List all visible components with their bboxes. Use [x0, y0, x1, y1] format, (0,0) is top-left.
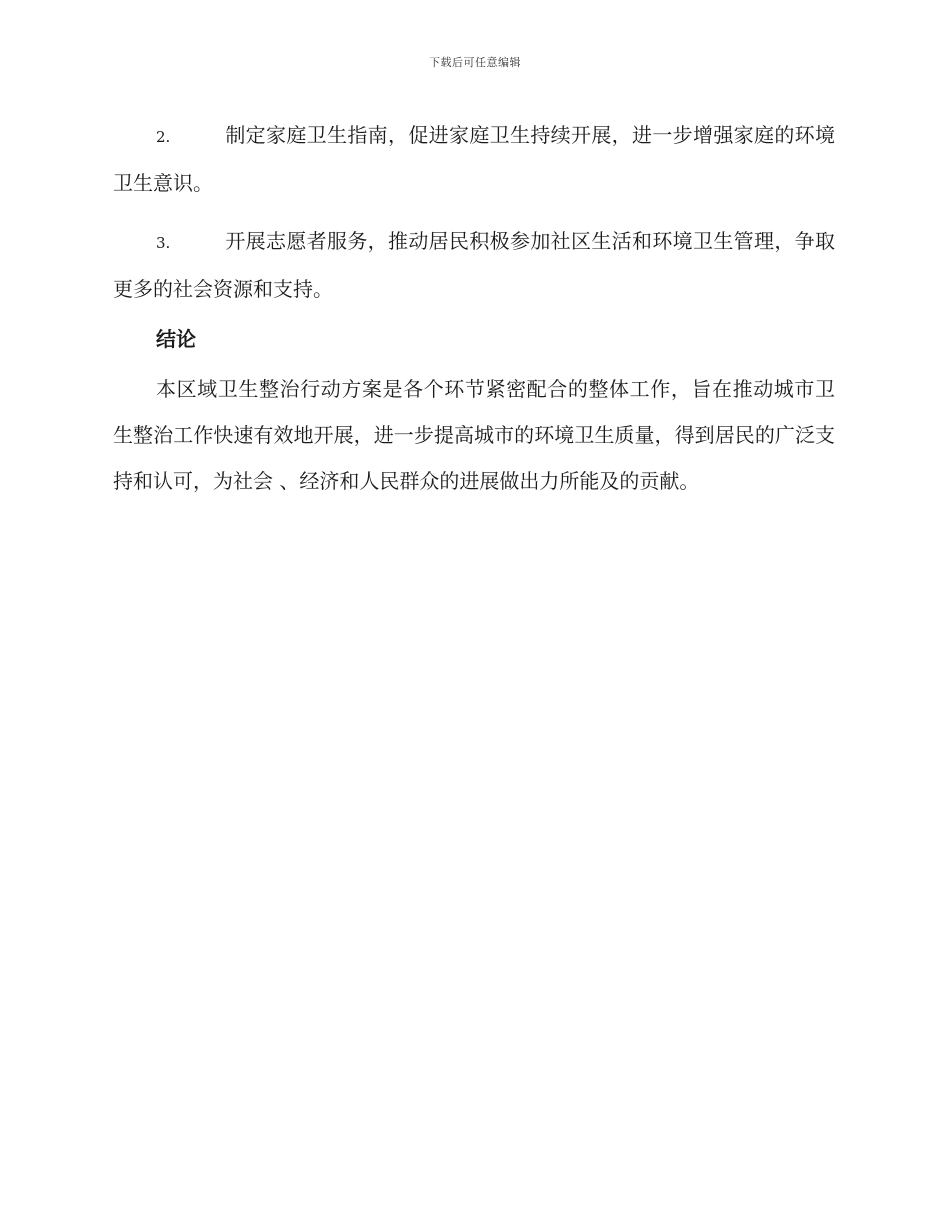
page-header: 下载后可任意编辑 — [429, 56, 521, 69]
list-item-3 — [113, 218, 835, 312]
list-item-text: 开展志愿者服务，推动居民积极参加社区生活和环境卫生管理，争取更多的社会资源和支持。 — [113, 229, 835, 301]
document-body — [113, 112, 835, 516]
conclusion-paragraph: 本区域卫生整治行动方案是各个环节紧密配合的整体工作，旨在推动城市卫生整治工作快速有效地开展，进一步提高城市的环境卫生质量，得到居民的广泛支持和认可，为社会 、经济和人民群众的进展做出力所能及的贡献。 — [113, 377, 835, 493]
list-number: 3. — [156, 234, 171, 252]
list-number: 2. — [156, 128, 171, 146]
list-item-text: 制定家庭卫生指南，促进家庭卫生持续开展，进一步增强家庭的环境卫生意识。 — [113, 123, 835, 195]
conclusion-heading: 结论 — [156, 327, 196, 351]
list-item-2 — [113, 112, 835, 206]
